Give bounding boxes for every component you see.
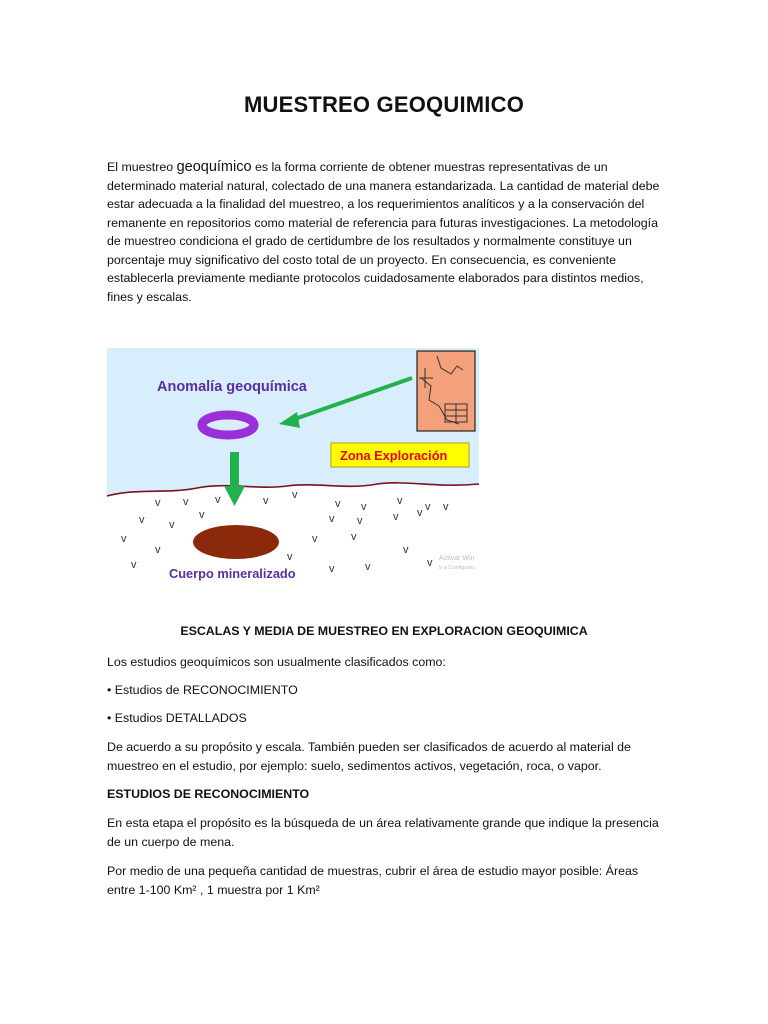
v-mark: v bbox=[361, 501, 367, 513]
intro-emphasis: geoquímico bbox=[176, 159, 252, 175]
label-zone: Zona Exploración bbox=[340, 448, 448, 463]
v-mark: v bbox=[139, 514, 145, 526]
v-mark: v bbox=[312, 533, 318, 545]
v-mark: v bbox=[121, 533, 127, 545]
watermark-line-1: Activar Win bbox=[439, 555, 475, 562]
v-mark: v bbox=[292, 489, 298, 501]
pointer-arrow-line bbox=[292, 378, 412, 420]
intro-rest: es la forma corriente de obtener muestras representativas de un determinado material natural, colectado de una manera estandarizada. La cantidad de material debe estar adecuada a la finalidad del muestreo, a los requerimientos analíticos y a la conservación del remanente en repositorios como material de referencia para futuras investigaciones. La metodología de muestreo condiciona el grado de certidumbre de los resultados y normalmente constituye un porcentaje muy significativo del costo total de un proyecto. En consecuencia, es conveniente establecerla previamente mediante protocolos cuidadosamente elaborados para distintos medios, fines y escalas. bbox=[107, 160, 660, 304]
v-mark: v bbox=[397, 495, 403, 507]
v-mark: v bbox=[417, 507, 423, 519]
v-mark: v bbox=[427, 557, 433, 569]
bullet-reconocimiento: • Estudios de RECONOCIMIENTO bbox=[107, 683, 298, 697]
page-title: MUESTREO GEOQUIMICO bbox=[243, 92, 525, 117]
v-mark: v bbox=[329, 513, 335, 525]
v-mark: v bbox=[351, 531, 357, 543]
figure-diagram bbox=[107, 348, 479, 581]
geochemical-anomaly-figure bbox=[107, 348, 479, 581]
intro-paragraph bbox=[107, 158, 667, 306]
bullet-detallados: • Estudios DETALLADOS bbox=[107, 711, 247, 725]
ore-body bbox=[193, 525, 279, 559]
intro-lead: El muestreo bbox=[107, 160, 177, 174]
v-mark: v bbox=[263, 495, 269, 507]
v-mark: v bbox=[155, 497, 161, 509]
v-mark: v bbox=[131, 559, 137, 571]
purpose-paragraph: De acuerdo a su propósito y escala. También pueden ser clasificados de acuerdo al material de muestreo en el estudio, por ejemplo: suelo, sedimentos activos, vegetación, roca, o vapor. bbox=[107, 740, 631, 773]
v-mark: v bbox=[443, 501, 449, 513]
v-mark: v bbox=[169, 519, 175, 531]
v-mark: v bbox=[357, 515, 363, 527]
watermark-line-2: Ir a Configurac bbox=[439, 565, 476, 571]
map-inset bbox=[417, 351, 475, 431]
section-title: ESCALAS Y MEDIA DE MUESTREO EN EXPLORACION GEOQUIMICA bbox=[180, 624, 588, 638]
down-arrow-shaft bbox=[230, 452, 239, 488]
label-ore-body: Cuerpo mineralizado bbox=[169, 566, 296, 581]
v-mark: v bbox=[393, 511, 399, 523]
v-mark: v bbox=[199, 509, 205, 521]
anomaly-ring-icon bbox=[202, 415, 254, 435]
v-mark: v bbox=[183, 496, 189, 508]
label-anomaly: Anomalía geoquímica bbox=[157, 379, 307, 395]
v-mark: v bbox=[287, 551, 293, 563]
v-mark: v bbox=[335, 498, 341, 510]
classification-intro: Los estudios geoquímicos son usualmente clasificados como: bbox=[107, 655, 446, 669]
pointer-arrow-head-icon bbox=[279, 412, 300, 428]
v-mark: v bbox=[329, 563, 335, 575]
subheading-reconocimiento: ESTUDIOS DE RECONOCIMIENTO bbox=[107, 787, 310, 801]
v-mark: v bbox=[425, 501, 431, 513]
v-mark: v bbox=[403, 544, 409, 556]
v-mark: v bbox=[155, 544, 161, 556]
sampling-density-paragraph: Por medio de una pequeña cantidad de muestras, cubrir el área de estudio mayor posible: Áreas entre 1-100 Km² , 1 muestra por 1 Km² bbox=[107, 864, 639, 897]
v-mark: v bbox=[215, 494, 221, 506]
v-mark: v bbox=[365, 561, 371, 573]
stage-paragraph: En esta etapa el propósito es la búsqueda de un área relativamente grande que indique la presencia de un cuerpo de mena. bbox=[107, 816, 659, 849]
